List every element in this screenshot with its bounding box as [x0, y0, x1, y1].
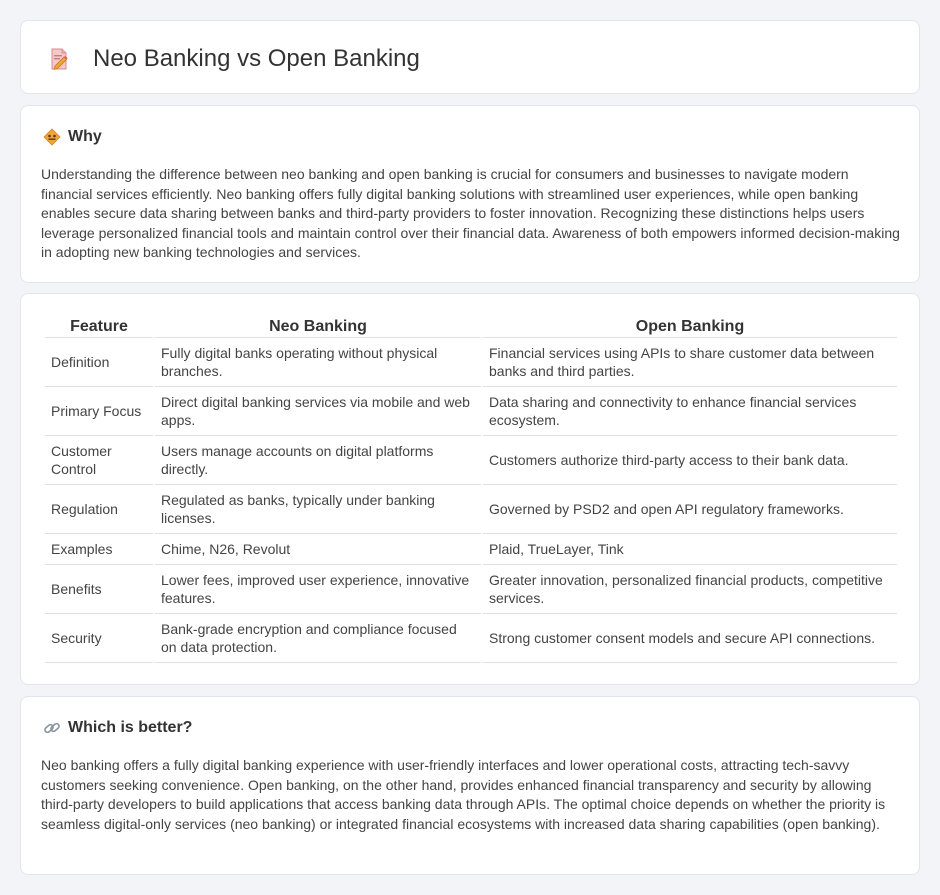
- open-cell: Financial services using APIs to share customer data between banks and third parties.: [483, 338, 897, 387]
- neo-cell: Lower fees, improved user experience, innovative features.: [155, 565, 481, 614]
- table-row: [45, 436, 897, 485]
- feature-cell: Customer Control: [45, 436, 153, 485]
- neo-cell: Fully digital banks operating without physical branches.: [155, 338, 481, 387]
- neo-cell: Regulated as banks, typically under banking licenses.: [155, 485, 481, 534]
- better-heading: [43, 719, 192, 737]
- neo-cell: Direct digital banking services via mobile and web apps.: [155, 387, 481, 436]
- open-cell: Customers authorize third-party access to their bank data.: [483, 436, 897, 485]
- table-row: [45, 534, 897, 565]
- table-row: [45, 338, 897, 387]
- why-heading: [43, 128, 102, 146]
- table-row: [45, 565, 897, 614]
- diamond-warning-icon: [43, 128, 61, 146]
- page-title: Neo Banking vs Open Banking: [93, 45, 420, 72]
- better-body: Neo banking offers a fully digital banking experience with user-friendly interfaces and lower operational costs, attracting tech-savvy customers seeking convenience. Open banking, on the other hand, provides enhanced financial transparency and security by allowing third-party developers to build applications that access banking data through APIs. The optimal choice depends on whether the priority is seamless digital-only services (neo banking) or integrated financial ecosystems with increased data sharing capabilities (open banking).: [41, 757, 886, 832]
- why-title: Why: [68, 128, 102, 145]
- table-row: [45, 387, 897, 436]
- neo-cell: Bank-grade encryption and compliance focused on data protection.: [155, 614, 481, 663]
- open-cell: Governed by PSD2 and open API regulatory frameworks.: [483, 485, 897, 534]
- document-pencil-icon: [47, 47, 71, 71]
- neo-cell: Users manage accounts on digital platforms directly.: [155, 436, 481, 485]
- why-card: [20, 105, 920, 283]
- header-neo-banking: Neo Banking: [155, 316, 481, 338]
- open-cell: Data sharing and connectivity to enhance financial services ecosystem.: [483, 387, 897, 436]
- title-row: [47, 45, 420, 73]
- why-body: Understanding the difference between neo banking and open banking is crucial for consumers and businesses to navigate modern financial services efficiently. Neo banking offers fully digital banking solutions with streamlined user experiences, while open banking enables secure data sharing between banks and third-party providers to foster innovation. Recognizing these distinctions helps users leverage personalized financial tools and maintain control over their financial data. Awareness of both empowers informed decision-making in adopting new banking technologies and services.: [41, 166, 900, 261]
- table-row: [45, 614, 897, 663]
- table-header-row: [45, 316, 897, 338]
- feature-cell: Benefits: [45, 565, 153, 614]
- better-title: Which is better?: [68, 719, 193, 736]
- feature-cell: Examples: [45, 534, 153, 565]
- neo-cell: Chime, N26, Revolut: [155, 534, 481, 565]
- link-icon: [43, 719, 61, 737]
- title-card: [20, 20, 920, 94]
- open-cell: Strong customer consent models and secure API connections.: [483, 614, 897, 663]
- header-open-banking: Open Banking: [483, 316, 897, 338]
- comparison-table: [43, 316, 899, 663]
- table-row: [45, 485, 897, 534]
- feature-cell: Security: [45, 614, 153, 663]
- which-is-better-card: [20, 696, 920, 875]
- open-cell: Plaid, TrueLayer, Tink: [483, 534, 897, 565]
- feature-cell: Primary Focus: [45, 387, 153, 436]
- header-feature: Feature: [45, 316, 153, 338]
- comparison-card: [20, 293, 920, 685]
- open-cell: Greater innovation, personalized financial products, competitive services.: [483, 565, 897, 614]
- feature-cell: Definition: [45, 338, 153, 387]
- feature-cell: Regulation: [45, 485, 153, 534]
